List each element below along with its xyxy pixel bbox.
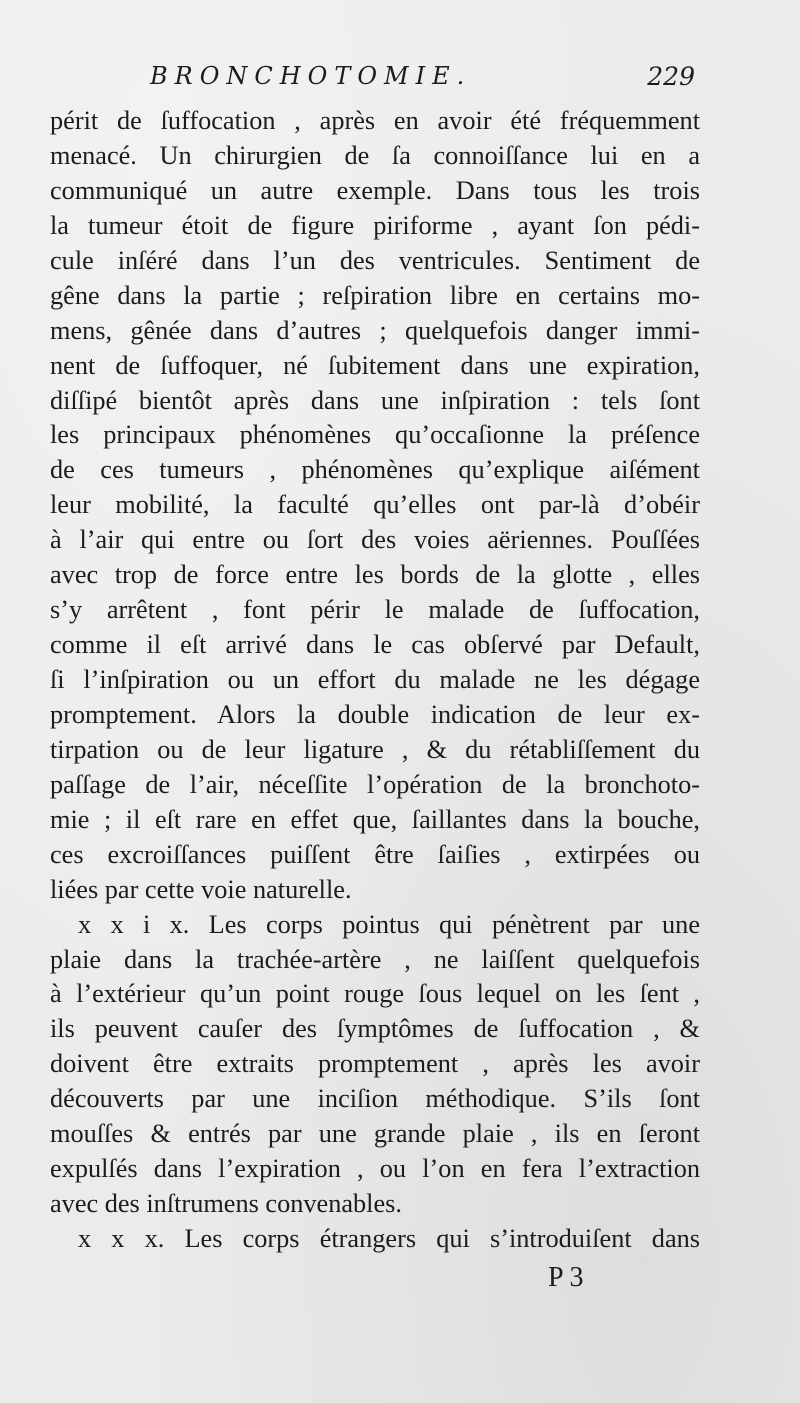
text-line: paſſage de l’air, néceſſite l’opération de la bronchoto- — [50, 769, 700, 799]
text-line: ces excroiſſances puiſſent être ſaiſies , extirpées ou — [50, 839, 700, 869]
text-line: cule inſéré dans l’un des ventricules. Sentiment de — [50, 245, 700, 275]
text-line: liées par cette voie naturelle. — [50, 874, 352, 904]
text-line: mie ; il eſt rare en effet que, ſaillantes dans la bouche, — [50, 804, 700, 834]
text-line: expulſés dans l’expiration , ou l’on en fera l’extraction — [50, 1154, 700, 1184]
text-line: communiqué un autre exemple. Dans tous les trois — [50, 175, 700, 205]
text-line: comme il eſt arrivé dans le cas obſervé par Default, — [50, 630, 700, 660]
text-line: périt de ſuffocation , après en avoir été fréquemment — [50, 106, 700, 135]
text-line: découverts par une inciſion méthodique. S’ils ſont — [50, 1084, 700, 1114]
signature-mark: P 3 — [548, 1262, 584, 1293]
section-xxx-start: x x x. Les corps étrangers qui s’introduiſent dans — [78, 1224, 700, 1253]
running-head — [150, 62, 695, 102]
text-line: avec des inſtrumens convenables. — [50, 1189, 402, 1219]
running-title: BRONCHOTOMIE. — [150, 62, 472, 90]
text-line: mouſſes & entrés par une grande plaie , ils en ſeront — [50, 1119, 700, 1149]
text-line: leur mobilité, la faculté qu’elles ont par-là d’obéir — [50, 490, 700, 520]
body-text — [50, 104, 700, 1257]
text-line: les principaux phénomènes qu’occaſionne la préſence — [50, 420, 700, 450]
text-line: ſi l’inſpiration ou un effort du malade ne les dégage — [50, 665, 700, 694]
text-line: avec trop de force entre les bords de la glotte , elles — [50, 560, 700, 590]
text-line: diſſipé bientôt après dans une inſpiration : tels ſont — [50, 385, 700, 415]
text-line: plaie dans la trachée-artère , ne laiſſent quelquefois — [50, 944, 700, 974]
text-line: s’y arrêtent , font périr le malade de ſuffocation, — [50, 595, 700, 625]
text-line: à l’extérieur qu’un point rouge ſous lequel on les ſent , — [50, 979, 700, 1009]
text-line: doivent être extraits promptement , après les avoir — [50, 1049, 700, 1079]
text-line: mens, gênée dans d’autres ; quelquefois danger immi- — [50, 315, 700, 345]
text-line: menacé. Un chirurgien de ſa connoiſſance lui en a — [50, 140, 700, 170]
text-line: nent de ſuffoquer, né ſubitement dans une expiration, — [50, 350, 700, 380]
text-line: de ces tumeurs , phénomènes qu’explique aiſément — [50, 455, 700, 485]
text-line: à l’air qui entre ou ſort des voies aëriennes. Pouſſées — [50, 525, 700, 555]
text-line: tirpation ou de leur ligature , & du rétabliſſement du — [50, 734, 700, 764]
section-xxix-start: x x i x. Les corps pointus qui pénètrent par une — [78, 909, 700, 939]
page-number: 229 — [647, 62, 695, 91]
text-line: promptement. Alors la double indication de leur ex- — [50, 699, 700, 729]
text-line: ils peuvent cauſer des ſymptômes de ſuffocation , & — [50, 1014, 700, 1044]
text-line: gêne dans la partie ; reſpiration libre en certains mo- — [50, 280, 700, 310]
text-line: la tumeur étoit de figure piriforme , ayant ſon pédi- — [50, 210, 700, 240]
